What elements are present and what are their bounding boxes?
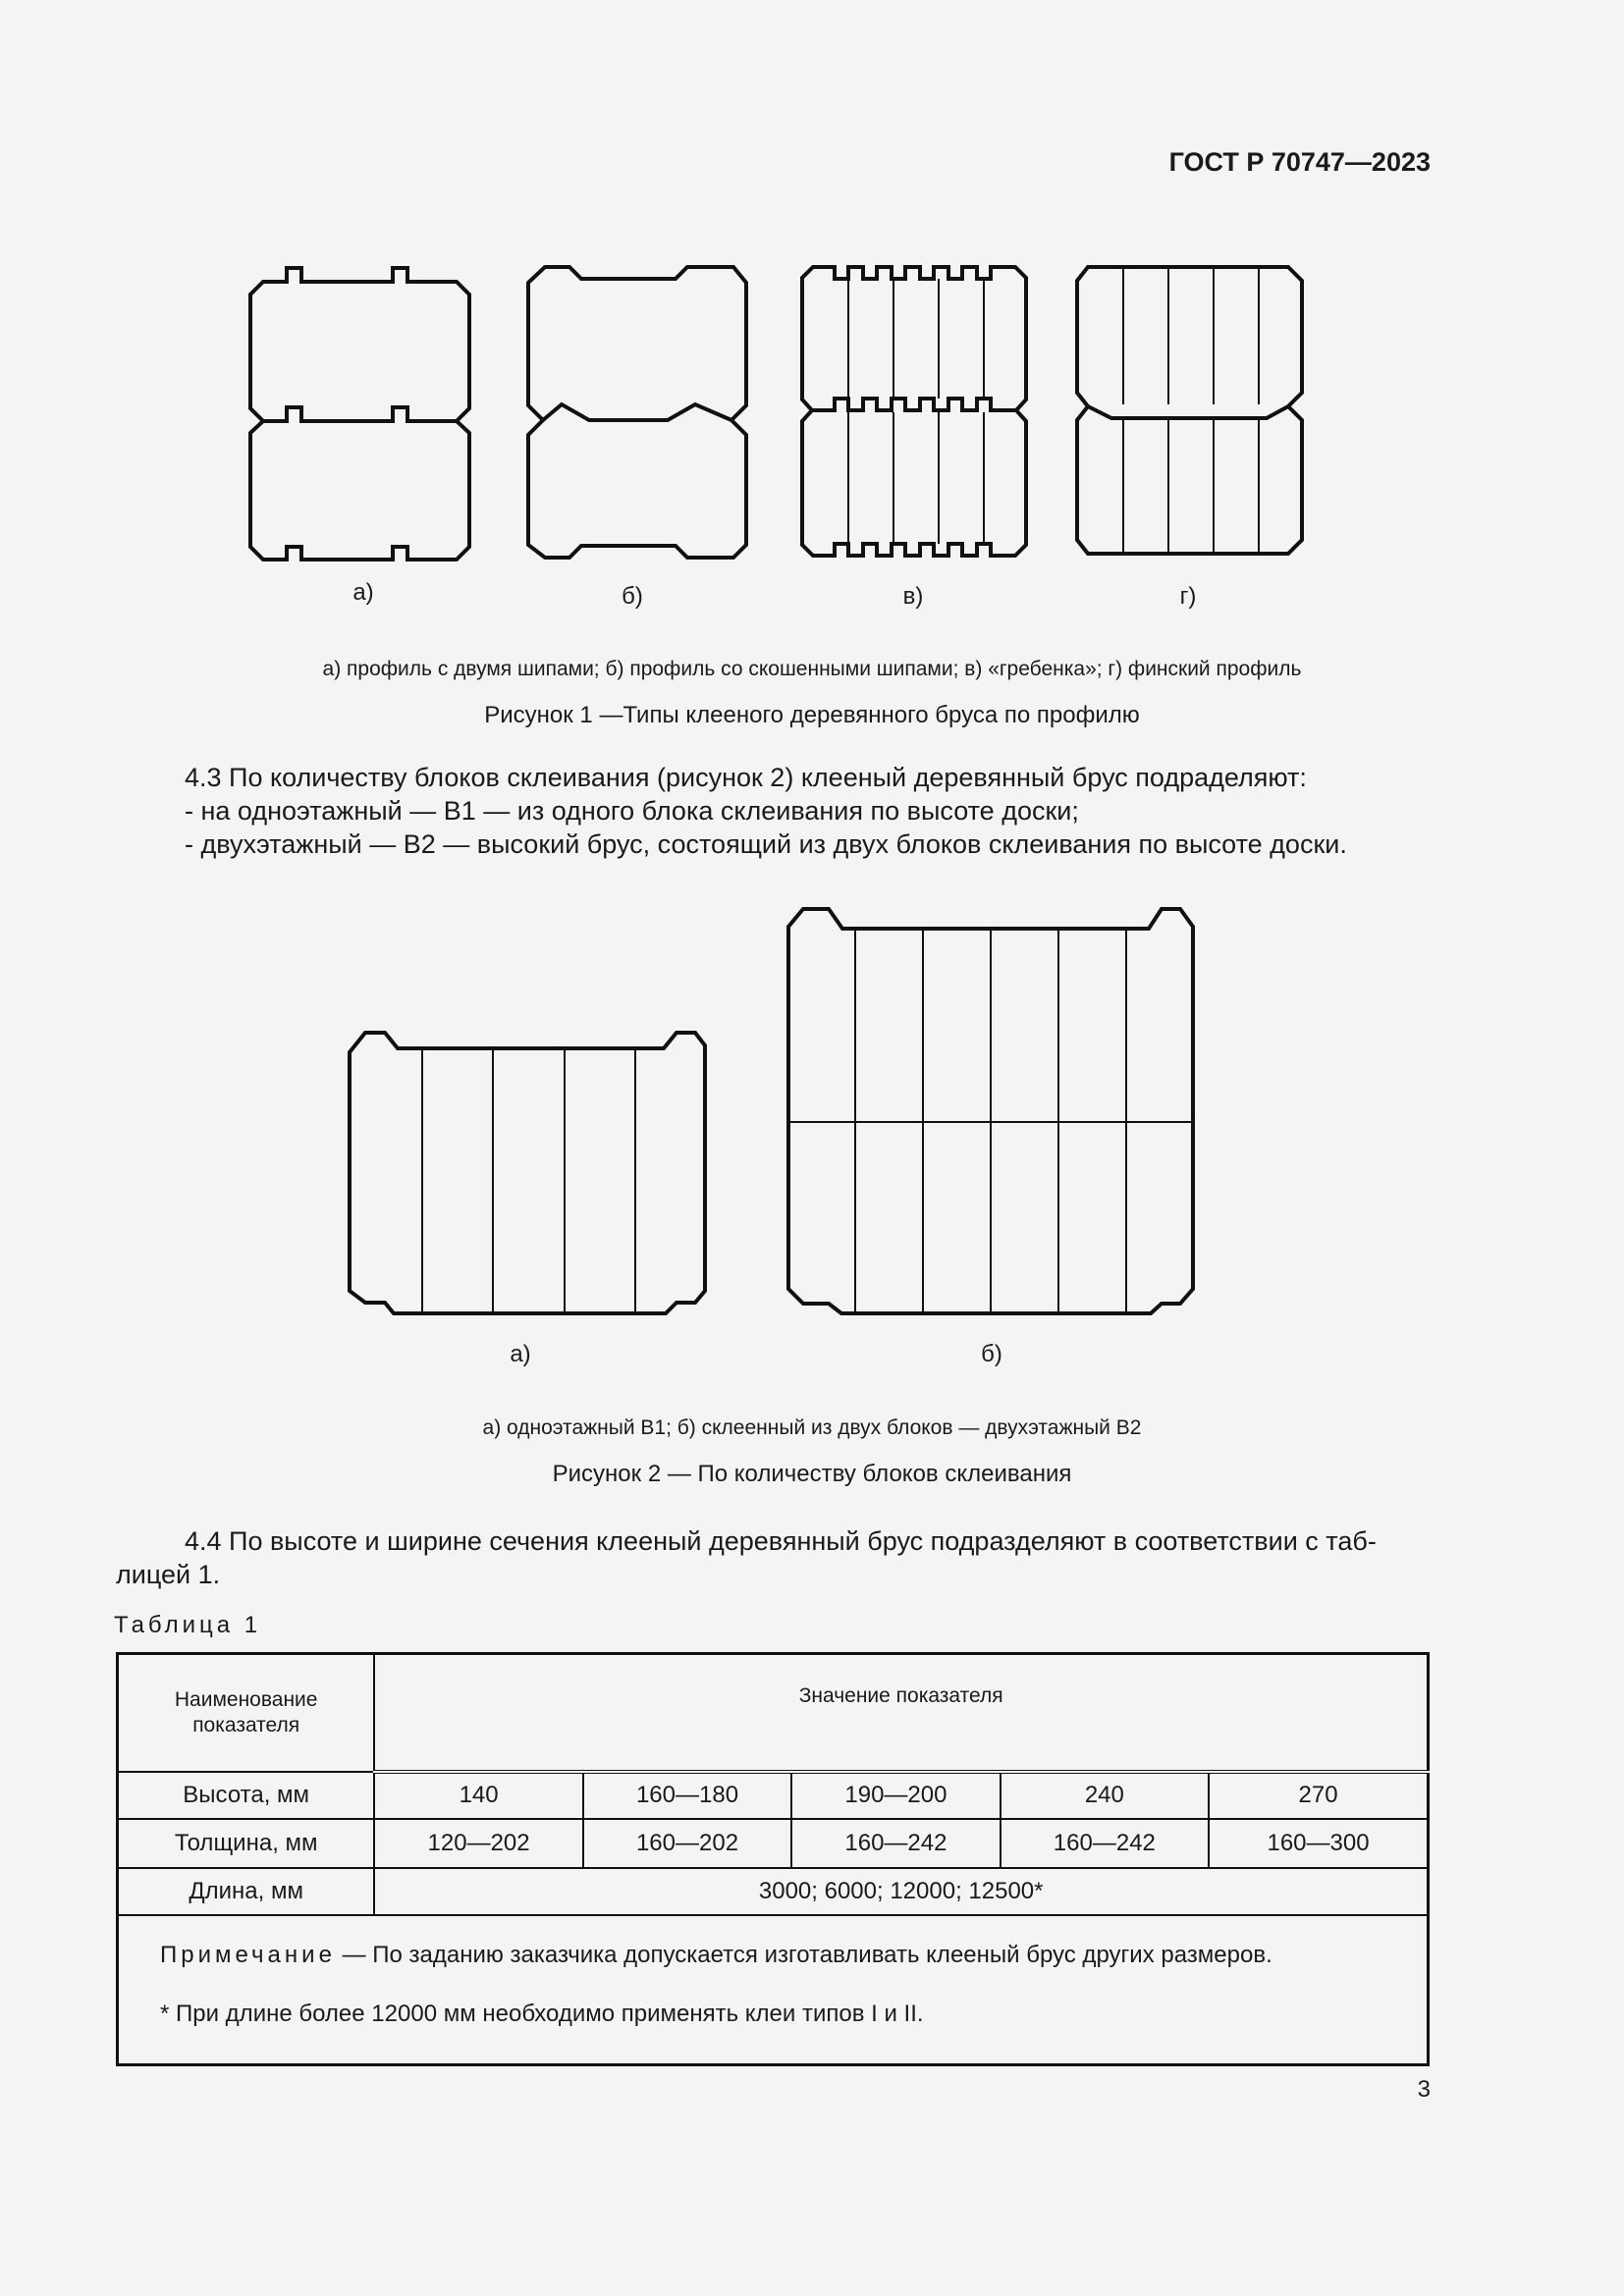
table-row-length — [118, 1868, 1429, 1915]
section-4-4-line-2: лицей 1. — [116, 1560, 221, 1589]
length-value-cell: 3000; 6000; 12000; 12500* — [374, 1868, 1428, 1915]
table-cell: 240 — [1001, 1772, 1209, 1819]
row-label: Длина, мм — [118, 1868, 375, 1915]
table-cell: 160—242 — [791, 1819, 1000, 1868]
profile-b-bevelled-tenons — [528, 267, 746, 558]
figure-2-label-b: б) — [981, 1341, 1002, 1367]
table-1-title: Таблица 1 — [114, 1612, 262, 1638]
table-cell: 270 — [1209, 1772, 1428, 1819]
profile-d-finnish — [1077, 267, 1302, 554]
section-4-3-line-2: - на одноэтажный — В1 — из одного блока склеивания по высоте доски; — [185, 796, 1079, 826]
figure-1-caption: Рисунок 1 —Типы клееного деревянного бруса по профилю — [484, 702, 1140, 728]
table-cell: 120—202 — [374, 1819, 582, 1868]
figure-1-label-a: а) — [352, 579, 374, 606]
footnote: * При длине более 12000 мм необходимо применять клеи типов I и II. — [160, 2000, 924, 2027]
header-name-cell: Наименование показателя — [118, 1654, 375, 1772]
table-cell: 190—200 — [791, 1772, 1000, 1819]
note-line — [160, 1926, 1385, 1985]
table-1 — [116, 1652, 1430, 2066]
section-4-3-line-1: 4.3 По количеству блоков склеивания (рисунок 2) клееный деревянный брус подраделяют: — [185, 763, 1307, 792]
table-cell: 160—242 — [1001, 1819, 1209, 1868]
figure-2-legend: а) одноэтажный В1; б) склеенный из двух блоков — двухэтажный В2 — [482, 1416, 1142, 1439]
table-note-cell — [118, 1915, 1429, 2065]
header-value-cell: Значение показателя — [374, 1654, 1428, 1772]
row-label: Толщина, мм — [118, 1819, 375, 1868]
figure-1-label-d: г) — [1179, 583, 1197, 610]
table-cell: 160—180 — [583, 1772, 791, 1819]
note-text: — По заданию заказчика допускается изготавливать клееный брус других размеров. — [335, 1941, 1272, 1968]
figure-2-label-a: а) — [510, 1341, 531, 1367]
figure-1-legend: а) профиль с двумя шипами; б) профиль со скошенными шипами; в) «гребенка»; г) финский профиль — [322, 658, 1302, 680]
figure-2-caption: Рисунок 2 — По количеству блоков склеивания — [552, 1461, 1072, 1487]
table-cell: 160—202 — [583, 1819, 791, 1868]
table-header-row — [118, 1654, 1429, 1772]
section-4-3-line-3: - двухэтажный — В2 — высокий брус, состоящий из двух блоков склеивания по высоте доски. — [185, 829, 1347, 859]
table-note-row — [118, 1915, 1429, 2065]
figure-2-drawings — [0, 883, 1624, 1335]
beam-b1-single-block — [350, 1033, 705, 1313]
document-code: ГОСТ Р 70747—2023 — [1168, 147, 1431, 177]
section-4-4-line-1: 4.4 По высоте и ширине сечения клееный деревянный брус подразделяют в соответствии с таб- — [185, 1526, 1377, 1556]
figure-1-drawings — [0, 0, 1624, 628]
beam-b2-two-blocks — [788, 909, 1193, 1313]
table-row-thickness — [118, 1819, 1429, 1868]
figure-1-label-b: б) — [622, 583, 643, 610]
figure-1-label-c: в) — [902, 583, 924, 610]
page-number: 3 — [1417, 2076, 1431, 2103]
table-cell: 140 — [374, 1772, 582, 1819]
profile-a-two-tenons — [250, 268, 469, 560]
table-row-height — [118, 1772, 1429, 1819]
table-cell: 160—300 — [1209, 1819, 1428, 1868]
profile-c-comb — [802, 267, 1026, 556]
row-label: Высота, мм — [118, 1772, 375, 1819]
note-label: Примечание — [160, 1941, 336, 1968]
